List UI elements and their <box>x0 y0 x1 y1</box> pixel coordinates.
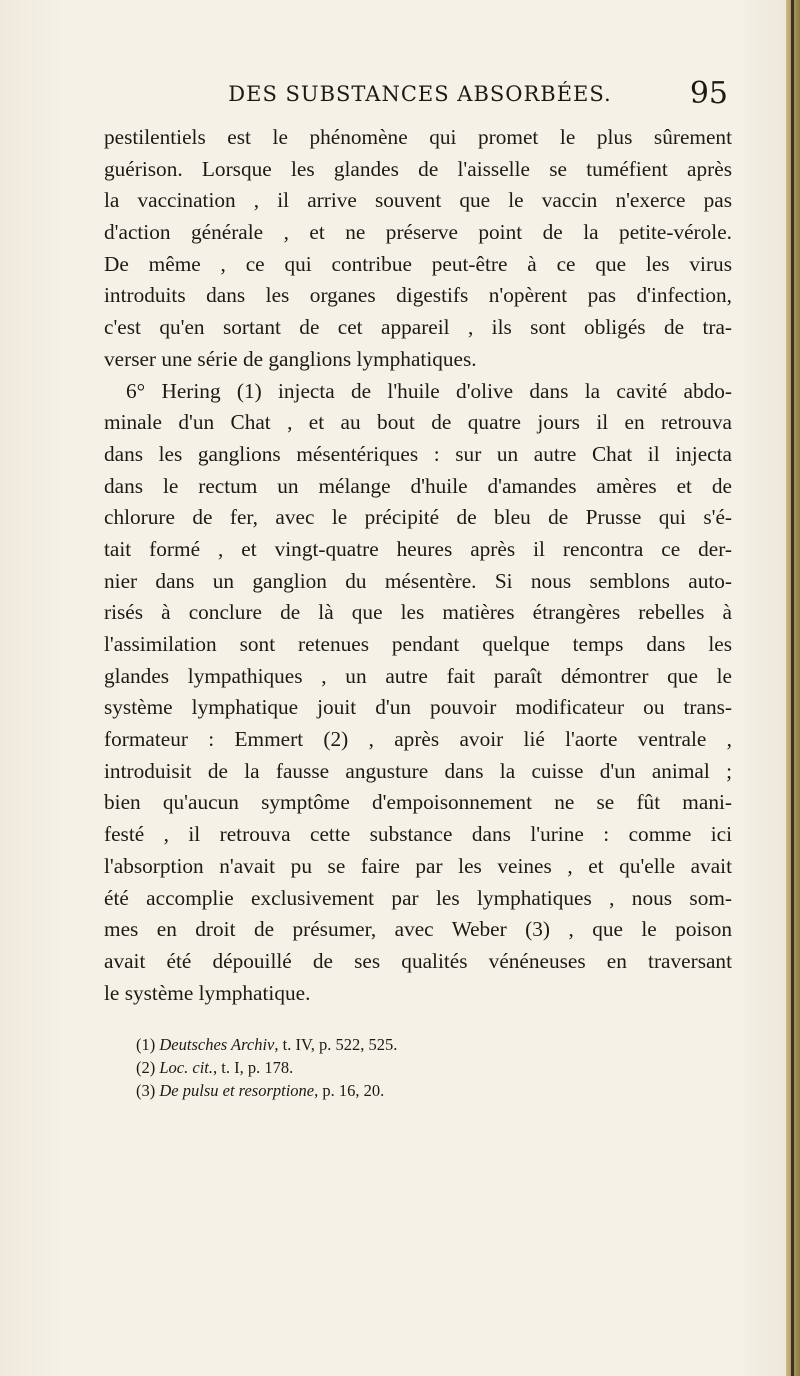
text-line: chlorure de fer, avec le précipité de bleu de Prusse qui s'é- <box>104 505 732 530</box>
footnote-mark: (1) <box>136 1035 156 1054</box>
text-line: formateur : Emmert (2) , après avoir lié l'aorte ventrale , <box>104 727 732 752</box>
text-line: introduits dans les organes digestifs n'opèrent pas d'infection, <box>104 283 732 308</box>
text-line: 6° Hering (1) injecta de l'huile d'olive dans la cavité abdo- <box>126 378 732 403</box>
footnote-ref: , p. 16, 20. <box>314 1081 385 1100</box>
text-line: guérison. Lorsque les glandes de l'aisselle se tuméfient après <box>104 156 732 181</box>
footnote-ref: , t. IV, p. 522, 525. <box>274 1035 398 1054</box>
footnote-source: De pulsu et resorptione <box>159 1081 315 1100</box>
footnote-ref: , t. I, p. 178. <box>213 1058 294 1077</box>
text-line: système lymphatique jouit d'un pouvoir modificateur ou trans- <box>104 695 732 720</box>
text-line: glandes lympathiques , un autre fait paraît démontrer que le <box>104 663 732 688</box>
page-number: 95 <box>689 76 728 111</box>
footnote <box>136 1033 656 1056</box>
text-line: nier dans un ganglion du mésentère. Si nous semblons auto- <box>104 568 732 593</box>
text-line: mes en droit de présumer, avec Weber (3) , que le poison <box>104 917 732 942</box>
text-line: bien qu'aucun symptôme d'empoisonnement ne se fût mani- <box>104 790 732 815</box>
text-line: d'action générale , et ne préserve point de la petite-vérole. <box>104 220 732 245</box>
footnotes <box>136 1033 656 1102</box>
text-line: minale d'un Chat , et au bout de quatre jours il en retrouva <box>104 410 732 435</box>
text-line: dans les ganglions mésentériques : sur un autre Chat il injecta <box>104 441 732 466</box>
footnote-source: Deutsches Archiv <box>159 1035 275 1054</box>
running-title: DES SUBSTANCES ABSORBÉES. <box>228 82 612 106</box>
text-line: l'assimilation sont retenues pendant quelque temps dans les <box>104 632 732 656</box>
running-head <box>100 76 740 118</box>
text-line: dans le rectum un mélange d'huile d'amandes amères et de <box>104 473 732 498</box>
footnote-source: Loc. cit. <box>159 1058 213 1077</box>
text-line: été accomplie exclusivement par les lymphatiques , nous som- <box>104 885 732 910</box>
text-line: verser une série de ganglions lymphatiques. <box>104 346 477 371</box>
footnote <box>136 1056 656 1079</box>
footnote <box>136 1079 656 1102</box>
body-text <box>104 122 732 1009</box>
text-line: c'est qu'en sortant de cet appareil , ils sont obligés de tra- <box>104 315 732 340</box>
text-line: la vaccination , il arrive souvent que le vaccin n'exerce pas <box>104 188 732 213</box>
footnote-mark: (3) <box>136 1081 156 1100</box>
text-line: pestilentiels est le phénomène qui promet le plus sûrement <box>104 125 732 149</box>
text-line: l'absorption n'avait pu se faire par les veines , et qu'elle avait <box>104 853 732 878</box>
text-line: festé , il retrouva cette substance dans l'urine : comme ici <box>104 822 732 847</box>
text-line: le système lymphatique. <box>104 980 311 1005</box>
text-line: De même , ce qui contribue peut-être à ce que les virus <box>104 251 732 276</box>
text-line: avait été dépouillé de ses qualités vénéneuses en traversant <box>104 948 732 973</box>
text-line: risés à conclure de là que les matières étrangères rebelles à <box>104 600 732 625</box>
text-line: introduisit de la fausse angusture dans la cuisse d'un animal ; <box>104 758 732 783</box>
footnote-mark: (2) <box>136 1058 156 1077</box>
text-line: tait formé , et vingt-quatre heures après il rencontra ce der- <box>104 536 732 561</box>
page-edge-shadow <box>791 0 794 1376</box>
